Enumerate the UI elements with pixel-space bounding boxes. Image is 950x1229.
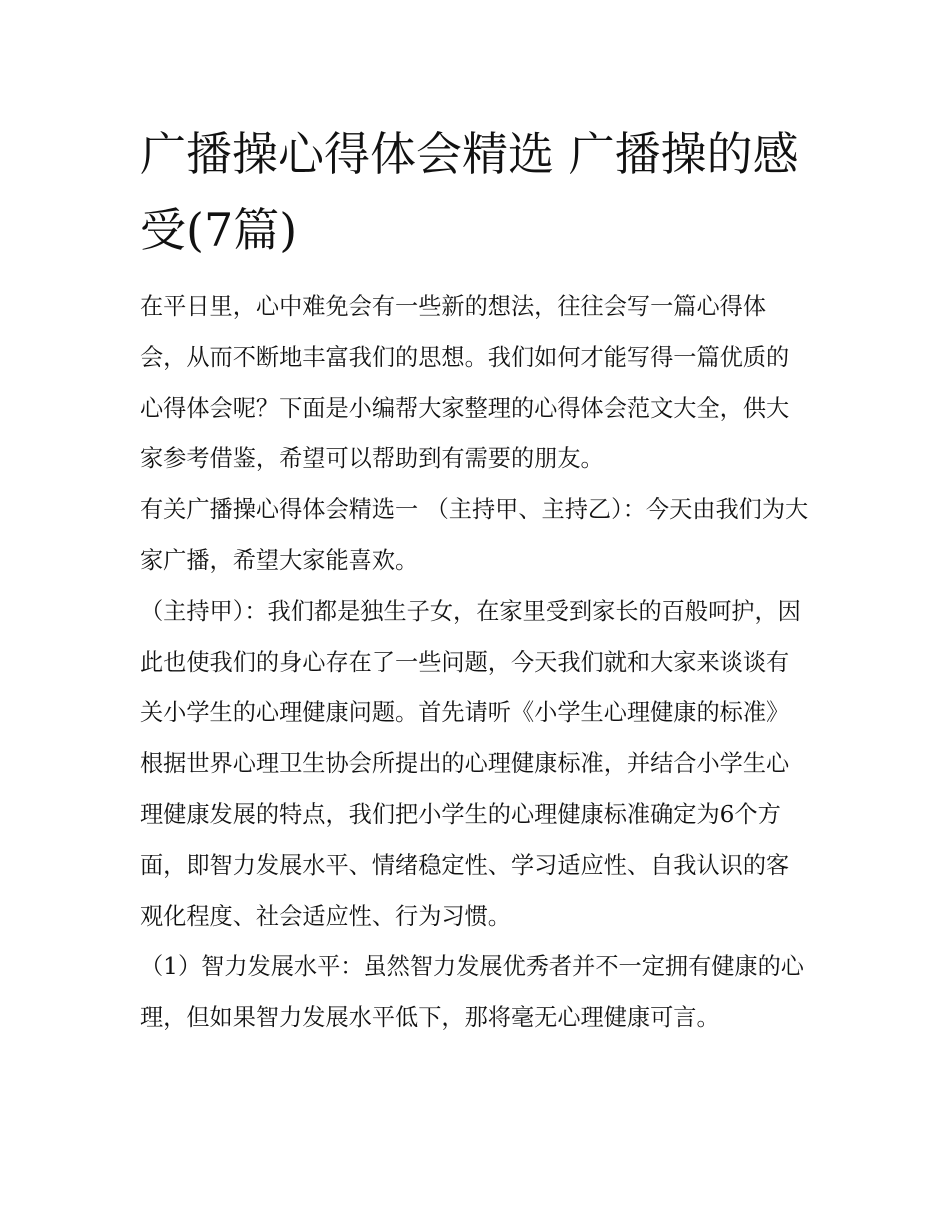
paragraph-host-a: （主持甲）：我们都是独生子女，在家里受到家长的百般呵护，因此也使我们的身心存在了一些问题，今天我们就和大家来谈谈有关小学生的心理健康问题。首先请听《小学生心理健康的标准》 — [140, 597, 801, 727]
paragraph-standards: 根据世界心理卫生协会所提出的心理健康标准，并结合小学生心理健康发展的特点，我们把小学生的心理健康标准确定为6个方面，即智力发展水平、情绪稳定性、学习适应性、自我认识的客观化程度、社会适应性、行为习惯。 — [140, 750, 790, 930]
paragraph-intelligence: （1）智力发展水平：虽然智力发展优秀者并不一定拥有健康的心理，但如果智力发展水平低下，那将毫无心理健康可言。 — [140, 953, 804, 1032]
paragraph-section-one: 有关广播操心得体会精选一 （主持甲、主持乙）：今天由我们为大家广播，希望大家能喜欢。 — [140, 496, 809, 574]
paragraph-intro: 在平日里，心中难免会有一些新的想法，往往会写一篇心得体会，从而不断地丰富我们的思想。我们如何才能写得一篇优质的心得体会呢？下面是小编帮大家整理的心得体会范文大全，供大家参考借鉴，希望可以帮助到有需要的朋友。 — [140, 293, 790, 473]
document-body — [140, 116, 812, 1044]
document-title: 广播操心得体会精选 广播操的感受(7篇) — [140, 127, 799, 257]
